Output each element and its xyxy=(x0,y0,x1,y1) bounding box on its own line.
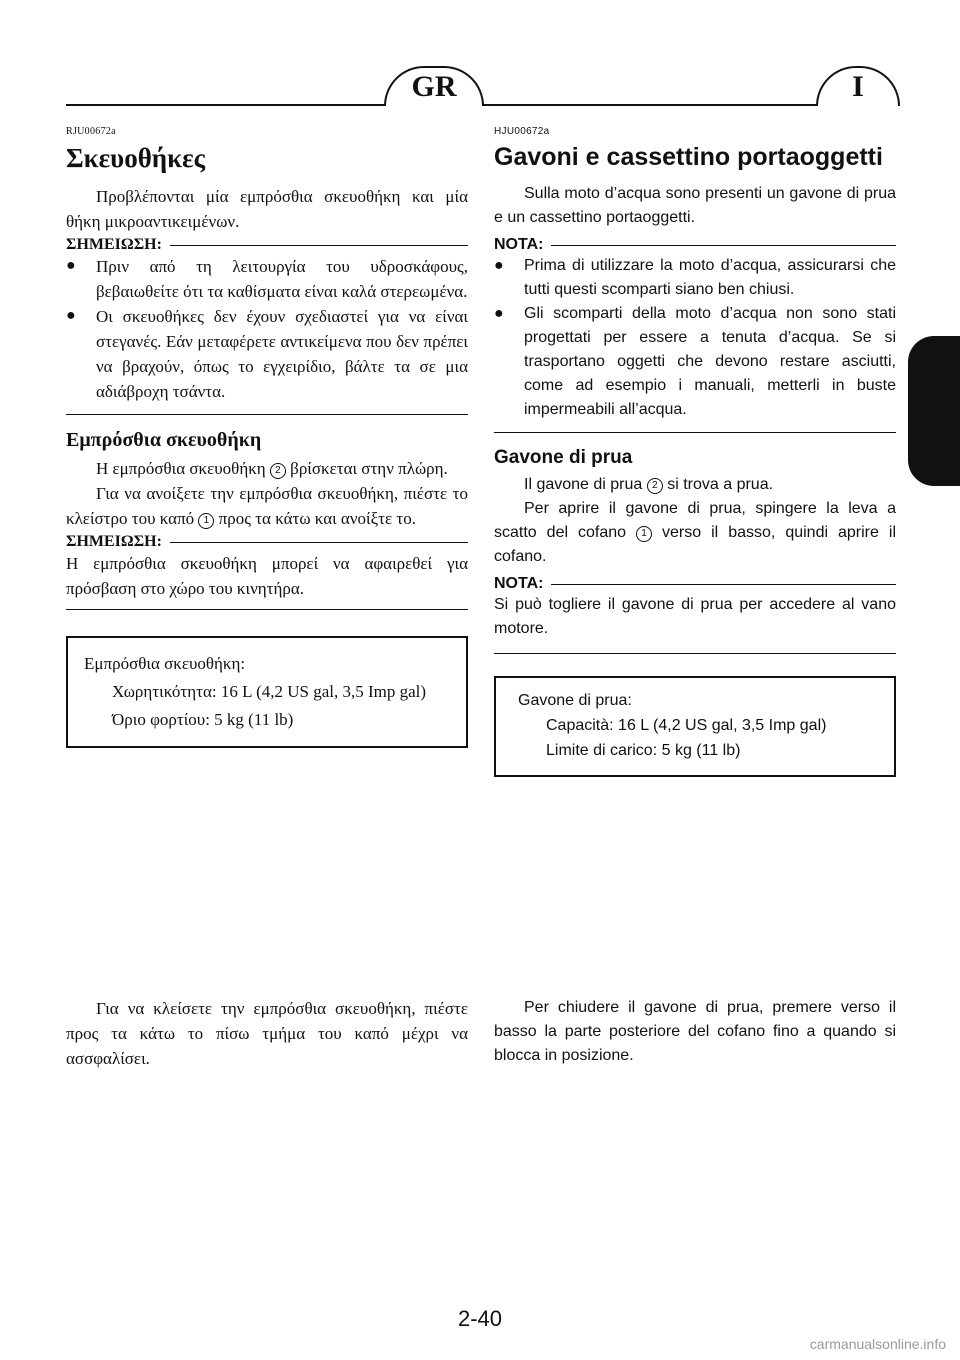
note-bullet xyxy=(66,304,468,404)
callout-2-icon: 2 xyxy=(270,463,286,479)
note-header xyxy=(494,575,896,593)
italian-close-section xyxy=(494,996,896,1068)
note-label: ΣΗΜΕΙΩΣΗ: xyxy=(66,236,162,253)
spec-title: Gavone di prua: xyxy=(518,692,632,709)
callout-1-icon: 1 xyxy=(636,526,652,542)
watermark: carmanualsonline.info xyxy=(809,1336,946,1352)
note-end-rule xyxy=(66,609,468,610)
intro-paragraph: Προβλέπονται μία εμπρόσθια σκευοθήκη και μία θήκη μικροαντικειμένων. xyxy=(66,187,468,231)
location-paragraph: Il gavone di prua 2 si trova a prua. xyxy=(524,476,774,493)
location-paragraph: Η εμπρόσθια σκευοθήκη 2 βρίσκεται στην πλώρη. xyxy=(96,459,448,478)
spec-load-limit: Όριο φορτίου: 5 kg (11 lb) xyxy=(112,710,294,729)
note-rule xyxy=(170,245,468,246)
note-header xyxy=(66,533,468,551)
bullet-text: Οι σκευοθήκες δεν έχουν σχεδιαστεί για να είναι στεγανές. Εάν μεταφέρετε αντικείμενα που δεν πρέπει να βραχούν, όπως το εγχειρίδιο, βάλτε τα σε μια αδιάβροχη τσάντα. xyxy=(96,307,468,401)
note-end-rule xyxy=(494,653,896,654)
note-text: Η εμπρόσθια σκευοθήκη μπορεί να αφαιρεθεί για πρόσβαση στο χώρο του κινητήρα. xyxy=(66,554,468,598)
chapter-side-tab xyxy=(908,336,960,486)
spec-capacity: Χωρητικότητα: 16 L (4,2 US gal, 3,5 Imp gal) xyxy=(112,682,427,701)
section-code: HJU00672a xyxy=(494,126,550,137)
bullet-icon: ● xyxy=(66,257,76,274)
note-label: NOTA: xyxy=(494,236,544,253)
note-rule xyxy=(170,542,468,543)
note-rule xyxy=(551,245,896,246)
greek-column xyxy=(66,126,468,748)
page-number: 2-40 xyxy=(457,1306,503,1331)
note-rule xyxy=(551,584,896,585)
note-end-rule xyxy=(66,414,468,415)
note-label: ΣΗΜΕΙΩΣΗ: xyxy=(66,533,162,550)
spec-capacity: Capacità: 16 L (4,2 US gal, 3,5 Imp gal) xyxy=(546,717,827,734)
subsection-title: Gavone di prua xyxy=(494,447,633,468)
language-tab-italian: I xyxy=(816,66,900,106)
section-code: RJU00672a xyxy=(66,126,116,137)
close-paragraph: Per chiudere il gavone di prua, premere verso il basso la parte posteriore del cofano fino a quando si blocca in posizione. xyxy=(494,999,896,1064)
spec-box xyxy=(494,676,896,777)
section-title: Gavoni e cassettino portaoggetti xyxy=(494,143,883,171)
note-text: Si può togliere il gavone di prua per accedere al vano motore. xyxy=(494,596,896,637)
greek-close-section xyxy=(66,996,468,1071)
note-end-rule xyxy=(494,432,896,433)
bullet-text: Gli scomparti della moto d’acqua non sono stati progettati per essere a tenuta d’acqua. Se si trasportano oggetti che devono restare asciutti, come ad esempio i manuali, metterli in buste impermeabili all’acqua. xyxy=(524,305,896,418)
callout-1-icon: 1 xyxy=(198,513,214,529)
bullet-icon: ● xyxy=(494,305,504,322)
bullet-icon: ● xyxy=(66,307,76,324)
bullet-text: Πριν από τη λειτουργία του υδροσκάφους, βεβαιωθείτε ότι τα καθίσματα είναι καλά στερεωμένα. xyxy=(96,257,468,301)
bullet-icon: ● xyxy=(494,257,504,274)
spec-box xyxy=(66,636,468,748)
note-bullet xyxy=(494,254,896,302)
note-header xyxy=(66,236,468,254)
intro-paragraph: Sulla moto d’acqua sono presenti un gavone di prua e un cassettino portaoggetti. xyxy=(494,185,896,226)
italian-column xyxy=(494,126,896,777)
spec-load-limit: Limite di carico: 5 kg (11 lb) xyxy=(546,742,741,759)
bullet-text: Prima di utilizzare la moto d’acqua, assicurarsi che tutti questi scomparti siano ben chiusi. xyxy=(524,257,896,298)
section-title: Σκευοθήκες xyxy=(66,143,206,173)
callout-2-icon: 2 xyxy=(647,478,663,494)
language-tab-greek: GR xyxy=(384,66,484,106)
spec-title: Εμπρόσθια σκευοθήκη: xyxy=(84,654,246,673)
open-paragraph: Per aprire il gavone di prua, spingere la leva a scatto del cofano 1 verso il basso, quindi aprire il cofano. xyxy=(494,500,897,565)
subsection-title: Εμπρόσθια σκευοθήκη xyxy=(66,429,262,451)
close-paragraph: Για να κλείσετε την εμπρόσθια σκευοθήκη, πιέστε προς τα κάτω το πίσω τμήμα του καπό μέχρι να ασσφαλίσει. xyxy=(66,999,468,1068)
note-label: NOTA: xyxy=(494,575,544,592)
note-header xyxy=(494,236,896,254)
note-bullet xyxy=(66,254,468,304)
note-bullet xyxy=(494,302,896,422)
open-paragraph: Για να ανοίξετε την εμπρόσθια σκευοθήκη, πιέστε το κλείστρο του καπό 1 προς τα κάτω και ανοίξτε το. xyxy=(66,484,468,528)
